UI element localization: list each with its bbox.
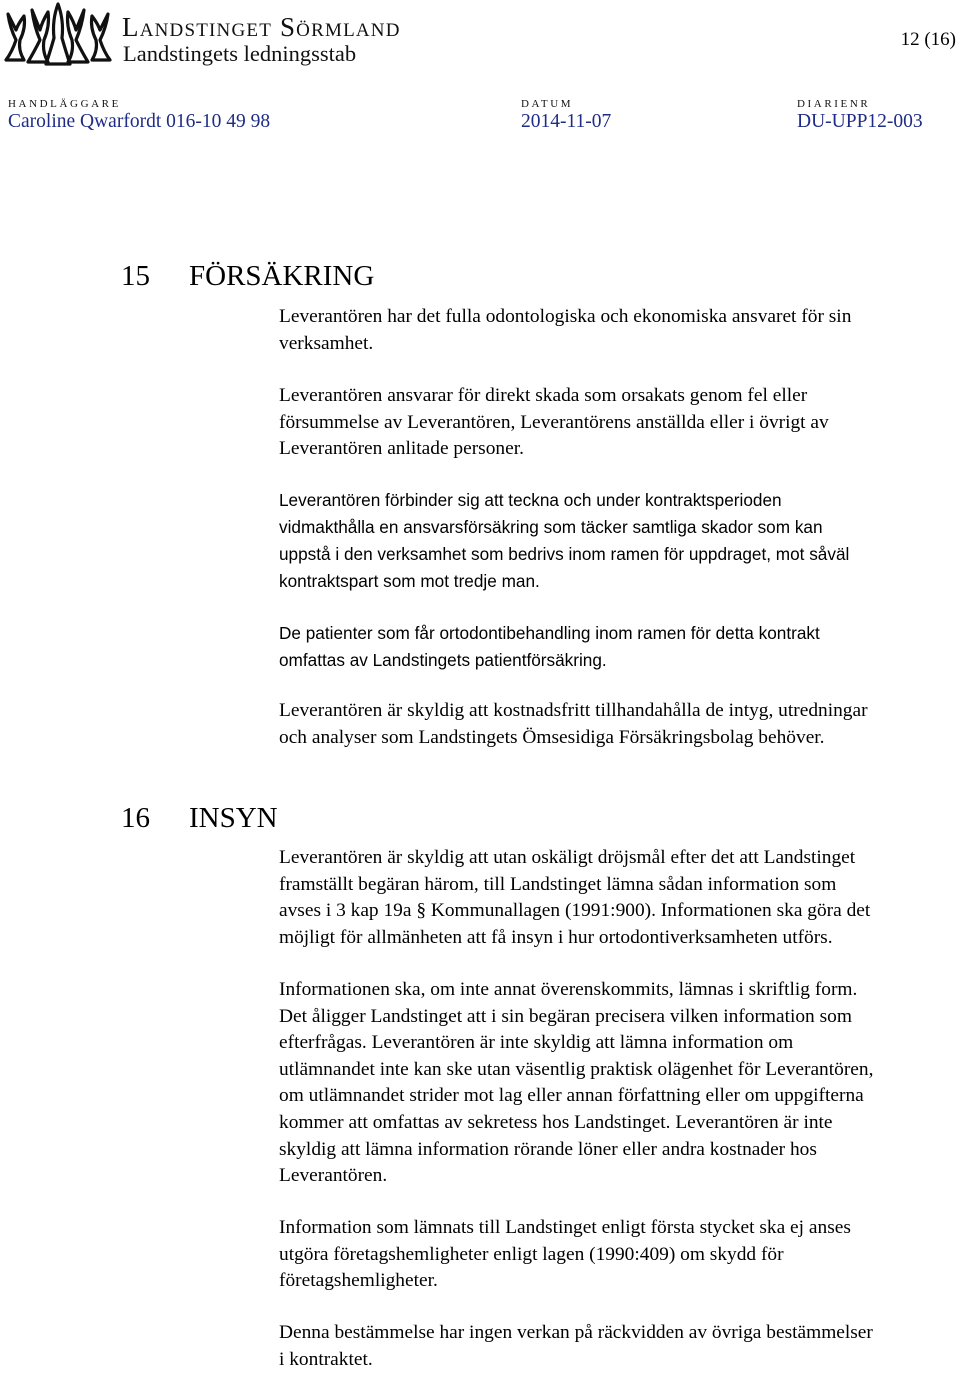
text-line: utlämnandet inte kan ske utan väsentlig praktisk olägenhet för Leverantören, <box>279 1058 874 1080</box>
paragraph <box>279 1215 949 1295</box>
organization-name: Landstinget Sörmland <box>122 12 401 42</box>
paragraph <box>279 845 949 951</box>
text-line: omfattas av Landstingets patientförsäkring. <box>279 650 607 670</box>
text-line: skyldig att lämna information rörande löner eller andra kostnader hos <box>279 1138 817 1160</box>
diarienr-label: DIARIENR <box>797 98 871 110</box>
organization-department: Landstingets ledningsstab <box>123 41 357 66</box>
text-line: företagshemligheter. <box>279 1270 438 1292</box>
text-line: Information som lämnats till Landstinget enligt första stycket ska ej anses <box>279 1217 851 1238</box>
text-line: om utlämnandet strider mot lag eller annan författning eller om uppgifterna <box>279 1085 864 1107</box>
handlaggare-value: Caroline Qwarfordt 016-10 49 98 <box>8 111 271 132</box>
text-line: avses i 3 kap 19a § Kommunallagen (1991:900). Informationen ska göra det <box>279 900 871 922</box>
paragraph <box>279 487 949 595</box>
text-line: verksamhet. <box>279 332 374 354</box>
paragraph <box>279 1320 949 1373</box>
text-line: Leverantören är skyldig att utan oskäligt dröjsmål efter det att Landstinget <box>279 847 856 868</box>
text-line: De patienter som får ortodontibehandling inom ramen för detta kontrakt <box>279 623 820 643</box>
text-line: Leverantören. <box>279 1165 388 1187</box>
text-line: Leverantören förbinder sig att teckna och under kontraktsperioden <box>279 490 782 510</box>
text-line: Leverantören anlitade personer. <box>279 438 524 460</box>
landsting-crown-logo-icon <box>2 0 114 68</box>
paragraph <box>279 620 949 674</box>
text-line: i kontraktet. <box>279 1348 373 1370</box>
paragraph <box>279 698 949 751</box>
section-title: INSYN <box>189 802 278 834</box>
section-number: 15 <box>121 260 150 292</box>
text-line: utgöra företagshemligheter enligt lagen (1990:409) om skydd för <box>279 1243 784 1265</box>
section-title: FÖRSÄKRING <box>189 260 375 292</box>
text-line: Det åligger Landstinget att i sin begäran precisera vilken information som <box>279 1005 852 1027</box>
text-line: Leverantören har det fulla odontologiska och ekonomiska ansvaret för sin <box>279 306 852 327</box>
text-line: efterfrågas. Leverantören är inte skyldig att lämna information om <box>279 1032 794 1054</box>
text-line: kommer att omfattas av sekretess hos Landstinget. Leverantören är inte <box>279 1111 833 1133</box>
text-line: möjligt för allmänheten att få insyn i hur ortodontiverksamheten utförs. <box>279 926 833 948</box>
paragraph <box>279 383 949 463</box>
page-number: 12 (16) <box>900 29 956 50</box>
paragraph <box>279 304 949 357</box>
datum-value: 2014-11-07 <box>521 111 612 132</box>
text-line: försummelse av Leverantören, Leverantörens anställda eller i övrigt av <box>279 411 829 433</box>
text-line: kontraktspart som mot tredje man. <box>279 571 540 591</box>
text-line: framställt begäran härom, till Landstinget lämna sådan information som <box>279 873 837 895</box>
diarienr-value: DU-UPP12-003 <box>797 111 923 132</box>
text-line: Leverantören ansvarar för direkt skada som orsakats genom fel eller <box>279 385 808 406</box>
text-line: uppstå i den verksamhet som bedrivs inom ramen för uppdraget, mot såväl <box>279 544 850 564</box>
text-line: Informationen ska, om inte annat överenskommits, lämnas i skriftlig form. <box>279 979 858 1000</box>
text-line: vidmakthålla en ansvarsförsäkring som täcker samtliga skador som kan <box>279 517 823 537</box>
datum-label: DATUM <box>521 98 574 110</box>
paragraph <box>279 977 949 1190</box>
section-number: 16 <box>121 802 150 834</box>
text-line: och analyser som Landstingets Ömsesidiga Försäkringsbolag behöver. <box>279 726 825 748</box>
text-line: Leverantören är skyldig att kostnadsfritt tillhandahålla de intyg, utredningar <box>279 700 868 721</box>
text-line: Denna bestämmelse har ingen verkan på räckvidden av övriga bestämmelser <box>279 1322 873 1343</box>
handlaggare-label: HANDLÄGGARE <box>8 98 121 110</box>
